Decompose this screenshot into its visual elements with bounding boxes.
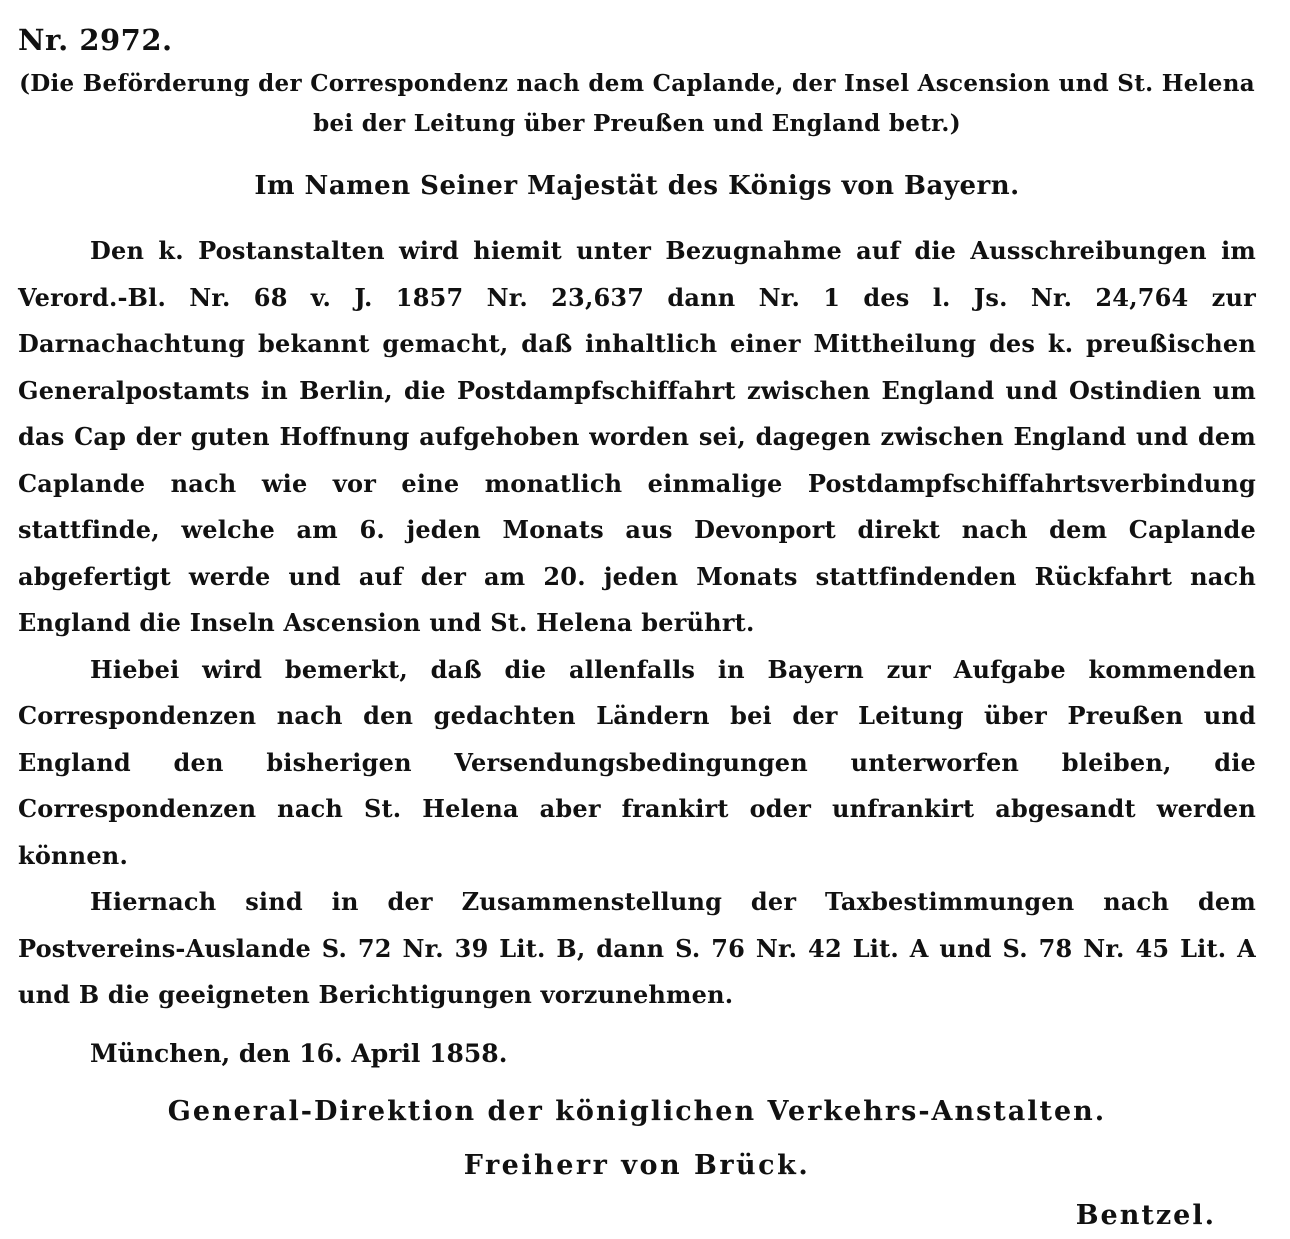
cosigner-name: Bentzel. <box>1075 1199 1216 1231</box>
document-body <box>18 228 1256 1019</box>
paragraph-remark: Hiebei wird bemerkt, daß die allenfalls in Bayern zur Aufgabe kommenden Correspondenzen nach den gedachten Ländern bei der Leitung über Preußen und England den bisherigen Versendungsbedingungen unterworfen bleiben, die Correspondenzen nach St. Helena aber frankirt oder unfrankirt abgesandt werden können. <box>18 654 1256 870</box>
royal-invocation: Im Namen Seiner Majestät des Königs von Bayern. <box>254 171 1020 201</box>
place-date: München, den 16. April 1858. <box>90 1038 508 1068</box>
paragraph-announcement: Den k. Postanstalten wird hiemit unter Bezugnahme auf die Ausschreibungen im Verord.-Bl. Nr. 68 v. J. 1857 Nr. 23,637 dann Nr. 1 des l. Js. Nr. 24,764 zur Darnachachtung bekannt gemacht, daß inhaltlich einer Mittheilung des k. preußischen Generalpostamts in Berlin, die Postdampfschiffahrt zwischen England und Ostindien um das Cap der guten Hoffnung aufgehoben worden sei, dagegen zwischen England und dem Caplande nach wie vor eine monatlich einmalige Postdampfschiffahrtsverbindung stattfinde, welche am 6. jeden Monats aus Devonport direkt nach dem Caplande abgefertigt werde und auf der am 20. jeden Monats stattfindenden Rückfahrt nach England die Inseln Ascension und St. Helena berührt. <box>18 236 1256 637</box>
paragraph-corrections: Hiernach sind in der Zusammenstellung der Taxbestimmungen nach dem Postvereins-Auslande S. 72 Nr. 39 Lit. B, dann S. 76 Nr. 42 Lit. A und S. 78 Nr. 45 Lit. A und B die geeigneten Berichtigungen vorzunehmen. <box>18 887 1256 1009</box>
signer-name: Freiherr von Brück. <box>463 1149 811 1181</box>
document-page <box>18 22 1256 1239</box>
issuing-authority: General-Direktion der königlichen Verkehrs-Anstalten. <box>167 1095 1107 1127</box>
document-subtitle: (Die Beförderung der Correspondenz nach dem Caplande, der Insel Ascension und St. Helena bei der Leitung über Preußen und England betr.) <box>19 70 1255 137</box>
document-number: Nr. 2972. <box>18 23 173 57</box>
